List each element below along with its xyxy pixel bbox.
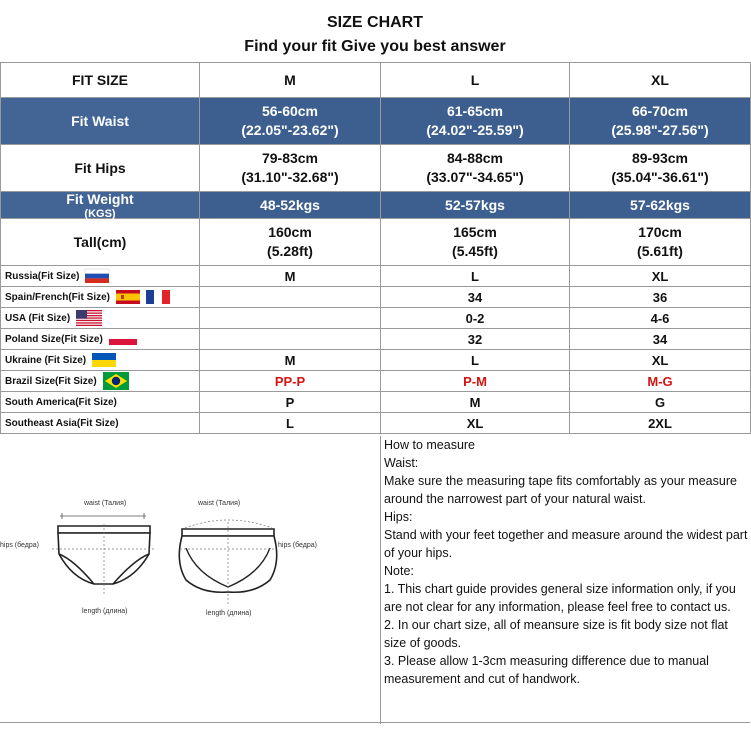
tall-label: Tall(cm)	[1, 219, 200, 266]
waist-label: Fit Waist	[1, 98, 200, 145]
waist-instructions: Make sure the measuring tape fits comfortably as your measure around the narrowest part of your natural waist.	[384, 474, 737, 506]
tall-value-xl: 170cm (5.61ft)	[570, 219, 751, 266]
title-block	[0, 0, 750, 63]
tall-value-l: 165cm (5.45ft)	[381, 219, 570, 266]
poland-size-xl: 34	[570, 329, 751, 350]
brief-front-illustration	[52, 513, 156, 596]
spain-french-size-m	[200, 287, 381, 308]
country-label-south-america: South America(Fit Size)	[1, 392, 200, 413]
table-header-row	[1, 63, 751, 98]
usa-size-l: 0-2	[381, 308, 570, 329]
left-hips-label: hips (бедра)	[0, 542, 39, 549]
waist-heading: Waist:	[384, 456, 419, 470]
country-row-spain-french	[1, 287, 751, 308]
weight-value-xl: 57-62kgs	[570, 192, 751, 219]
hips-instructions: Stand with your feet together and measure around the widest part of your hips.	[384, 528, 748, 560]
weight-value-m: 48-52kgs	[200, 192, 381, 219]
waist-value-l: 61-65cm (24.02"-25.59")	[381, 98, 570, 145]
country-label-usa: USA (Fit Size)	[1, 308, 200, 329]
hips-row	[1, 145, 751, 192]
france-flag-icon	[146, 290, 170, 304]
russia-flag-icon	[85, 269, 109, 283]
brief-back-illustration	[179, 520, 276, 604]
weight-row	[1, 192, 751, 219]
hips-heading: Hips:	[384, 510, 413, 524]
hips-label: Fit Hips	[1, 145, 200, 192]
measurement-diagram	[0, 436, 381, 724]
country-row-southeast-asia	[1, 413, 751, 434]
tall-row	[1, 219, 751, 266]
ukraine-size-m: M	[200, 350, 381, 371]
country-label-ukraine: Ukraine (Fit Size)	[1, 350, 200, 371]
poland-flag-icon	[109, 333, 137, 345]
right-hips-label: hips (бедра)	[278, 542, 317, 549]
header-size-xl: XL	[570, 63, 751, 98]
usa-size-m	[200, 308, 381, 329]
russia-size-l: L	[381, 266, 570, 287]
ukraine-size-l: L	[381, 350, 570, 371]
note-2: 2. In our chart size, all of meansure size is fit body size not flat size of goods.	[384, 618, 728, 650]
spain-flag-icon	[116, 290, 140, 304]
country-label-russia: Russia(Fit Size)	[1, 266, 200, 287]
country-row-ukraine	[1, 350, 751, 371]
country-row-usa	[1, 308, 751, 329]
usa-flag-icon	[76, 310, 102, 326]
weight-sublabel: (KGS)	[84, 207, 116, 220]
southeast-asia-size-m: L	[200, 413, 381, 434]
hips-value-xl: 89-93cm (35.04"-36.61")	[570, 145, 751, 192]
spain-french-size-l: 34	[381, 287, 570, 308]
right-length-label: length (длина)	[206, 610, 252, 617]
country-row-brazil	[1, 371, 751, 392]
southeast-asia-size-l: XL	[381, 413, 570, 434]
measure-instructions	[381, 436, 750, 724]
chart-subtitle: Find your fit Give you best answer	[244, 38, 506, 55]
country-label-poland: Poland Size(Fit Size)	[1, 329, 200, 350]
russia-size-xl: XL	[570, 266, 751, 287]
poland-size-l: 32	[381, 329, 570, 350]
weight-label: Fit Weight	[66, 190, 134, 207]
south-america-size-xl: G	[570, 392, 751, 413]
note-heading: Note:	[384, 564, 414, 578]
country-label-spain-french: Spain/French(Fit Size)	[1, 287, 200, 308]
how-to-measure-heading: How to measure	[384, 438, 476, 452]
hips-value-l: 84-88cm (33.07"-34.65")	[381, 145, 570, 192]
poland-size-m	[200, 329, 381, 350]
brazil-size-xl: M-G	[570, 371, 751, 392]
ukraine-flag-icon	[92, 353, 116, 367]
bottom-divider	[0, 722, 750, 723]
right-waist-label: waist (Талия)	[198, 500, 241, 507]
tall-value-m: 160cm (5.28ft)	[200, 219, 381, 266]
brazil-flag-icon	[103, 372, 129, 390]
country-label-southeast-asia: Southeast Asia(Fit Size)	[1, 413, 200, 434]
waist-row	[1, 98, 751, 145]
underwear-diagram	[0, 436, 380, 724]
country-row-poland	[1, 329, 751, 350]
left-length-label: length (длина)	[82, 608, 128, 615]
russia-size-m: M	[200, 266, 381, 287]
weight-value-l: 52-57kgs	[381, 192, 570, 219]
header-size-m: M	[200, 63, 381, 98]
size-table	[0, 62, 751, 434]
spain-french-size-xl: 36	[570, 287, 751, 308]
country-label-brazil: Brazil Size(Fit Size)	[1, 371, 200, 392]
southeast-asia-size-xl: 2XL	[570, 413, 751, 434]
usa-size-xl: 4-6	[570, 308, 751, 329]
chart-title: SIZE CHART	[327, 14, 423, 31]
header-label: FIT SIZE	[1, 63, 200, 98]
note-3: 3. Please allow 1-3cm measuring difference due to manual measurement and cut of handwork.	[384, 654, 709, 686]
country-row-south-america	[1, 392, 751, 413]
waist-value-m: 56-60cm (22.05"-23.62")	[200, 98, 381, 145]
south-america-size-l: M	[381, 392, 570, 413]
header-size-l: L	[381, 63, 570, 98]
waist-value-xl: 66-70cm (25.98"-27.56")	[570, 98, 751, 145]
south-america-size-m: P	[200, 392, 381, 413]
weight-label-cell	[1, 192, 200, 219]
hips-value-m: 79-83cm (31.10"-32.68")	[200, 145, 381, 192]
note-1: 1. This chart guide provides general size information only, if you are not clear for any information, please feel free to contact us.	[384, 582, 736, 614]
brazil-size-l: P-M	[381, 371, 570, 392]
country-row-russia	[1, 266, 751, 287]
left-waist-label: waist (Талия)	[84, 500, 127, 507]
brazil-size-m: PP-P	[200, 371, 381, 392]
ukraine-size-xl: XL	[570, 350, 751, 371]
